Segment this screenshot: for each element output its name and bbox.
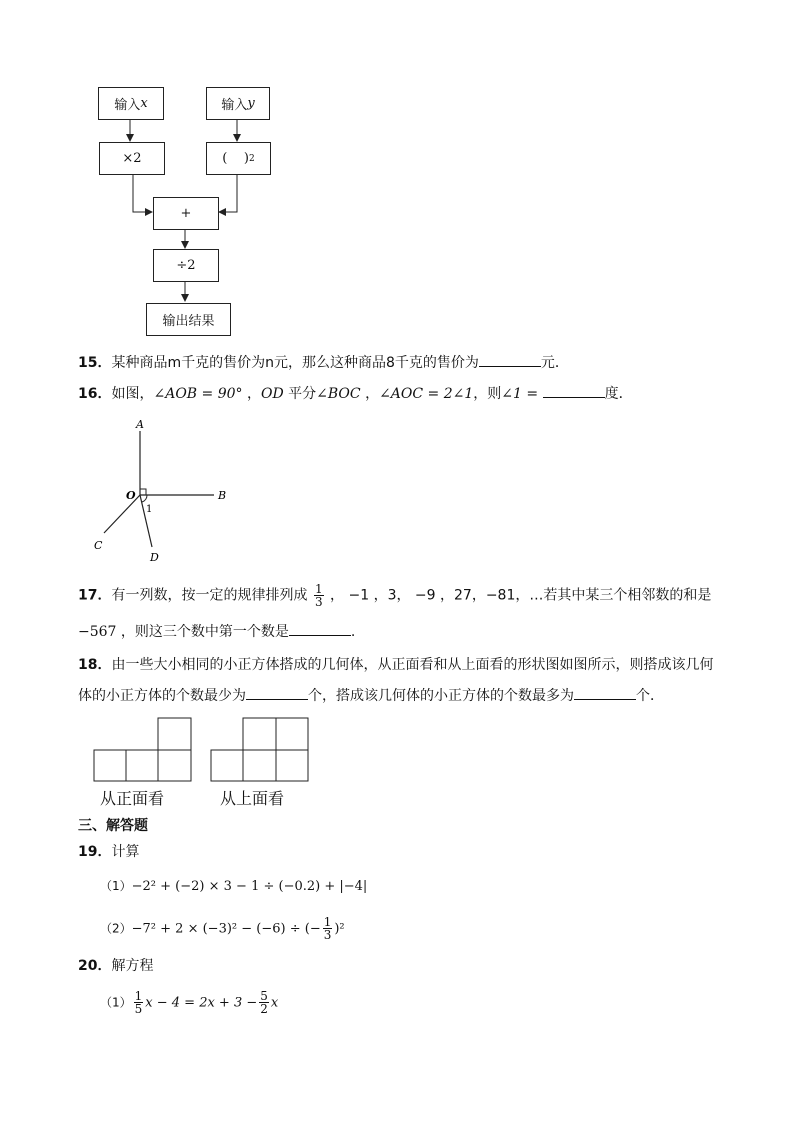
square-exponent: 2 xyxy=(248,153,255,164)
question-17-line2 xyxy=(78,621,355,642)
q17-sum: −567 xyxy=(78,624,117,640)
q19-number: 19 xyxy=(78,844,98,860)
question-19: 19．计算 xyxy=(78,844,140,860)
label-a: A xyxy=(136,418,144,431)
q20-frac2 xyxy=(259,990,269,1015)
q16-then: ，则 xyxy=(473,386,502,402)
q17-number: 17 xyxy=(78,587,98,604)
q20-expr-end: x xyxy=(270,995,279,1011)
q19-frac-den: 3 xyxy=(323,928,332,942)
top-view xyxy=(211,718,308,781)
q18-min-blank[interactable] xyxy=(246,685,308,700)
question-15: 15．某种商品m千克的售价为n元，那么这种商品8千克的售价为 元． xyxy=(78,352,569,373)
q16-unit: 度． xyxy=(604,386,633,402)
label-angle-1: 1 xyxy=(146,504,153,515)
output-label: 输出结果 xyxy=(162,314,215,329)
q16-bisects: 平分 xyxy=(288,386,317,402)
q19-title: 计算 xyxy=(111,844,140,860)
q16-angle-boc: ∠BOC xyxy=(316,386,361,402)
q20-title: 解方程 xyxy=(111,958,154,974)
q17-text: 有一列数，按一定的规律排列成 xyxy=(111,587,308,604)
times2-box xyxy=(99,142,165,175)
var-x: x xyxy=(140,96,148,111)
q17-fraction xyxy=(314,583,324,608)
q19-p2-expr-b: )² xyxy=(334,921,345,937)
q18-line1: 由一些大小相同的小正方体搭成的几何体，从正面看和从上面看的形状图如图所示，则搭成该几何 xyxy=(111,657,714,673)
question-17: 17．有一列数，按一定的规律排列成 $\frac{1}{3}$ ， −1 ，3， −9 ，27，−81，…若其中某三个相邻数的和是 xyxy=(78,582,712,609)
q20-p1-label: （1） xyxy=(100,995,132,1010)
q16-angle-figure xyxy=(85,415,245,570)
q19-frac-num: 1 xyxy=(323,915,332,929)
q19-p2-expr-a: −7² + 2 × (−3)² − (−6) ÷ (− xyxy=(131,921,321,937)
q20-part1 xyxy=(100,990,278,1015)
q20-expr-mid: x − 4 = 2x + 3 − xyxy=(145,995,258,1011)
q18-end: 个． xyxy=(636,688,664,704)
square-paren: ( ) xyxy=(222,151,249,166)
plus-box xyxy=(153,197,219,230)
question-20: 20．解方程 xyxy=(78,958,154,974)
input-x-label: 输入 xyxy=(114,98,141,113)
q17-sequence: ， −1 ，3， −9 ，27，−81，…若其中某三个相邻数的和是 xyxy=(330,587,712,604)
q15-text: 某种商品m千克的售价为n元，那么这种商品8千克的售价为 xyxy=(111,355,479,371)
question-18: 18．由一些大小相同的小正方体搭成的几何体，从正面看和从上面看的形状图如图所示，则搭成该几何 xyxy=(78,657,714,673)
top-view-caption: 从上面看 xyxy=(220,789,285,808)
question-18-line2 xyxy=(78,685,664,706)
q16-angle1: ∠1 = xyxy=(501,386,539,402)
q17-frac-den: 3 xyxy=(314,595,323,609)
q19-p1-label: （1） xyxy=(100,879,132,893)
q20-frac2-den: 2 xyxy=(260,1002,268,1016)
q17-frac-num: 1 xyxy=(314,582,323,596)
var-y: y xyxy=(247,96,255,111)
input-x-box xyxy=(98,87,164,120)
q18-max-blank[interactable] xyxy=(574,685,636,700)
q16-intro: 如图， xyxy=(111,386,154,402)
question-16: 16．如图，∠AOB = 90° ，OD 平分∠BOC ，∠AOC = 2∠1，则∠1 = 度． xyxy=(78,383,633,404)
q16-answer-blank[interactable] xyxy=(543,383,605,398)
q19-part1 xyxy=(100,876,367,897)
label-c: C xyxy=(94,539,103,552)
q19-p1-expr: −2² + (−2) × 3 − 1 ÷ (−0.2) + |−4| xyxy=(131,879,368,894)
div2-box xyxy=(153,249,219,282)
q16-od: OD xyxy=(261,386,284,402)
q19-p2-label: （2） xyxy=(100,921,132,936)
front-view-caption: 从正面看 xyxy=(100,789,165,808)
q15-unit: 元． xyxy=(540,355,569,371)
output-box xyxy=(146,303,231,336)
front-view xyxy=(94,718,191,781)
q16-number: 16 xyxy=(78,386,98,402)
q20-frac2-num: 5 xyxy=(260,989,268,1003)
q18-views-figure xyxy=(92,716,312,784)
q15-number: 15 xyxy=(78,355,98,371)
div2-label: ÷2 xyxy=(176,258,196,273)
q17-end: . xyxy=(350,624,356,640)
times2-label: ×2 xyxy=(122,151,142,166)
q18-number: 18 xyxy=(78,657,98,673)
q17-text2: ，则这三个数中第一个数是 xyxy=(120,624,289,640)
q16-angle-aoc: ∠AOC = 2∠1 xyxy=(379,386,474,402)
input-y-label: 输入 xyxy=(221,98,248,113)
plus-label: + xyxy=(180,206,192,221)
q19-p2-fraction xyxy=(323,916,333,941)
label-o: O xyxy=(126,489,136,502)
q19-part2 xyxy=(100,916,345,941)
input-y-box xyxy=(206,87,270,120)
q18-text-max: 个，搭成该几何体的小正方体的个数最多为 xyxy=(308,688,574,704)
q16-angle-aob: ∠AOB = 90° xyxy=(153,386,243,402)
q20-frac1-num: 1 xyxy=(134,989,143,1003)
q20-number: 20 xyxy=(78,958,98,974)
q15-answer-blank[interactable] xyxy=(479,352,541,367)
q17-answer-blank[interactable] xyxy=(289,621,351,636)
label-d: D xyxy=(150,551,159,564)
label-b: B xyxy=(218,489,227,502)
section-heading: 三、解答题 xyxy=(78,818,148,834)
square-box xyxy=(206,142,271,175)
q20-frac1-den: 5 xyxy=(134,1002,143,1016)
q20-frac1 xyxy=(134,990,144,1015)
q18-text-min: 体的小正方体的个数最少为 xyxy=(78,688,246,704)
